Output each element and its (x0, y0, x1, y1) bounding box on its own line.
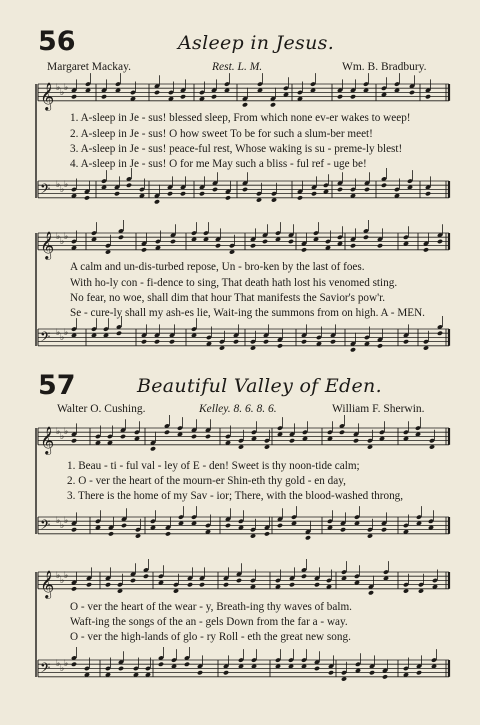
note-head (71, 662, 77, 667)
note-head (101, 94, 107, 99)
note-head (314, 582, 320, 587)
note-head (215, 243, 221, 248)
note-head (301, 574, 307, 579)
bass-clef: 𝄢 (40, 328, 51, 348)
hymn-title: Asleep in Jesus. (178, 32, 335, 54)
composer-credit: William F. Sherwin. (332, 403, 425, 415)
flat-sign: ♭ (60, 333, 65, 343)
note-head (197, 670, 203, 675)
verse-line: Se - cure-ly shall my ash-es lie, Wait-ing the summons from on high. A - MEN. (70, 307, 425, 319)
note-head (437, 331, 443, 336)
note-head (225, 195, 231, 200)
note-head (233, 339, 239, 344)
note-head (377, 343, 383, 348)
bass-clef: 𝄢 (40, 516, 51, 536)
note-head (288, 239, 294, 244)
note-head (242, 187, 248, 192)
note-head (242, 102, 248, 107)
note-head (301, 339, 307, 344)
note-head (118, 666, 124, 671)
note-head (205, 434, 211, 439)
note-head (223, 582, 229, 587)
note-head (199, 582, 205, 587)
note-head (437, 239, 443, 244)
note-head (212, 187, 218, 192)
flat-sign: ♭ (56, 516, 61, 526)
flat-sign: ♭ (60, 521, 65, 531)
verse-line: 2. O - ver the heart of the mourn-er Shin-eth thy gold - en day, (67, 475, 346, 487)
note-head (409, 90, 415, 95)
note-head (199, 191, 205, 196)
note-head (71, 586, 77, 591)
note-head (328, 670, 334, 675)
note-head (116, 331, 122, 336)
verse-line: 1. Beau - ti - ful val - ley of E - den! Sweet is thy noon-tide calm; (67, 460, 360, 472)
note-head (150, 446, 156, 451)
flat-sign: ♭ (56, 328, 61, 338)
tune-name: Rest. L. M. (212, 61, 263, 73)
verse-line: Waft-ing the songs of the an - gels Down from the far a - way. (70, 616, 348, 628)
flat-sign: ♭ (56, 232, 61, 242)
note-head (314, 666, 320, 671)
note-head (180, 94, 186, 99)
note-head (141, 247, 147, 252)
note-head (425, 191, 431, 196)
flat-sign: ♭ (60, 432, 65, 442)
note-head (118, 235, 124, 240)
note-head (403, 339, 409, 344)
flat-sign: ♭ (56, 427, 61, 437)
flat-sign: ♭ (56, 180, 61, 190)
verse-line: No fear, no woe, shall dim that hour That manifests the Savior's pow'r. (70, 292, 386, 304)
flat-sign: ♭ (64, 659, 69, 669)
note-head (262, 239, 268, 244)
composer-credit: Wm. B. Bradbury. (342, 61, 427, 73)
note-head (277, 343, 283, 348)
verse-line: A calm and un-dis-turbed repose, Un - bro-ken by the last of foes. (70, 261, 365, 273)
note-head (158, 662, 164, 667)
flat-sign: ♭ (60, 185, 65, 195)
verse-line: 4. A-sleep in Je - sus! O for me May such a bliss - ful ref - uge be! (70, 158, 367, 170)
note-head (71, 527, 77, 532)
lyricist-credit: Margaret Mackay. (47, 61, 131, 73)
flat-sign: ♭ (64, 83, 69, 93)
note-head (377, 243, 383, 248)
note-head (364, 187, 370, 192)
note-head (121, 523, 127, 528)
note-head (167, 191, 173, 196)
note-head (114, 191, 120, 196)
note-head (126, 183, 132, 188)
note-head (297, 195, 303, 200)
note-head (350, 347, 356, 352)
note-head (223, 670, 229, 675)
flat-sign: ♭ (56, 571, 61, 581)
treble-clef: 𝄞 (40, 81, 55, 110)
note-head (353, 438, 359, 443)
note-head (108, 531, 114, 536)
note-head (169, 339, 175, 344)
note-head (350, 94, 356, 99)
note-head (381, 527, 387, 532)
note-head (120, 434, 126, 439)
verse-line: 3. There is the home of my Sav - ior; There, with the blood-washed throng, (67, 490, 404, 502)
note-head (382, 674, 388, 679)
note-head (236, 578, 242, 583)
flat-sign: ♭ (60, 237, 65, 247)
note-head (86, 582, 92, 587)
hymn-number: 57 (38, 370, 76, 401)
note-head (363, 235, 369, 240)
flat-sign: ♭ (64, 571, 69, 581)
flat-sign: ♭ (64, 516, 69, 526)
note-head (187, 582, 193, 587)
flat-sign: ♭ (64, 180, 69, 190)
note-head (277, 523, 283, 528)
note-head (368, 590, 374, 595)
note-head (263, 339, 269, 344)
verse-line: O - ver the heart of the wear - y, Breath-ing thy waves of balm. (70, 601, 352, 613)
note-head (337, 94, 343, 99)
flat-sign: ♭ (64, 427, 69, 437)
verse-line: 3. A-sleep in Je - sus! peace-ful rest, Whose waking is su - preme-ly blest! (70, 143, 403, 155)
note-head (301, 247, 307, 252)
hymn-title: Beautiful Valley of Eden. (137, 375, 382, 397)
lyricist-credit: Walter O. Cushing. (57, 403, 146, 415)
note-head (337, 187, 343, 192)
note-head (264, 531, 270, 536)
note-head (165, 531, 171, 536)
note-head (191, 434, 197, 439)
note-head (180, 191, 186, 196)
flat-sign: ♭ (60, 576, 65, 586)
note-head (154, 199, 160, 204)
note-head (184, 662, 190, 667)
note-head (339, 430, 345, 435)
note-head (71, 94, 77, 99)
hymn-number: 56 (38, 26, 76, 57)
note-head (289, 438, 295, 443)
note-head (340, 527, 346, 532)
note-head (84, 195, 90, 200)
verse-line: With ho-ly con - fi-dence to sing, That death hath lost his venomed sting. (70, 277, 398, 289)
flat-sign: ♭ (56, 83, 61, 93)
note-head (154, 90, 160, 95)
note-head (130, 578, 136, 583)
note-head (416, 670, 422, 675)
note-head (305, 535, 311, 540)
note-head (311, 191, 317, 196)
note-head (330, 339, 336, 344)
note-head (170, 239, 176, 244)
note-head (141, 339, 147, 344)
note-head (164, 430, 170, 435)
bass-clef: 𝄢 (40, 180, 51, 200)
note-head (225, 523, 231, 528)
note-head (425, 94, 431, 99)
verse-line: 1. A-sleep in Je - sus! blessed sleep, From which none ev-er wakes to weep! (70, 112, 411, 124)
flat-sign: ♭ (60, 88, 65, 98)
treble-clef: 𝄞 (40, 425, 55, 454)
verse-line: O - ver the high-lands of glo - ry Roll - eth the great new song. (70, 631, 351, 643)
note-head (289, 582, 295, 587)
note-head (71, 438, 77, 443)
bass-clef: 𝄢 (40, 659, 51, 679)
flat-sign: ♭ (64, 328, 69, 338)
note-head (350, 243, 356, 248)
treble-clef: 𝄞 (40, 230, 55, 259)
note-head (270, 102, 276, 107)
flat-sign: ♭ (60, 664, 65, 674)
tune-name: Kelley. 8. 6. 8. 6. (199, 403, 277, 415)
flat-sign: ♭ (64, 232, 69, 242)
treble-clef: 𝄞 (40, 569, 55, 598)
note-head (423, 247, 429, 252)
note-head (381, 183, 387, 188)
note-head (369, 670, 375, 675)
verse-line: 2. A-sleep in Je - sus! O how sweet To be for such a slum-ber meet! (70, 128, 373, 140)
note-head (143, 574, 149, 579)
flat-sign: ♭ (56, 659, 61, 669)
note-head (250, 243, 256, 248)
note-head (211, 94, 217, 99)
note-head (105, 582, 111, 587)
note-head (154, 339, 160, 344)
